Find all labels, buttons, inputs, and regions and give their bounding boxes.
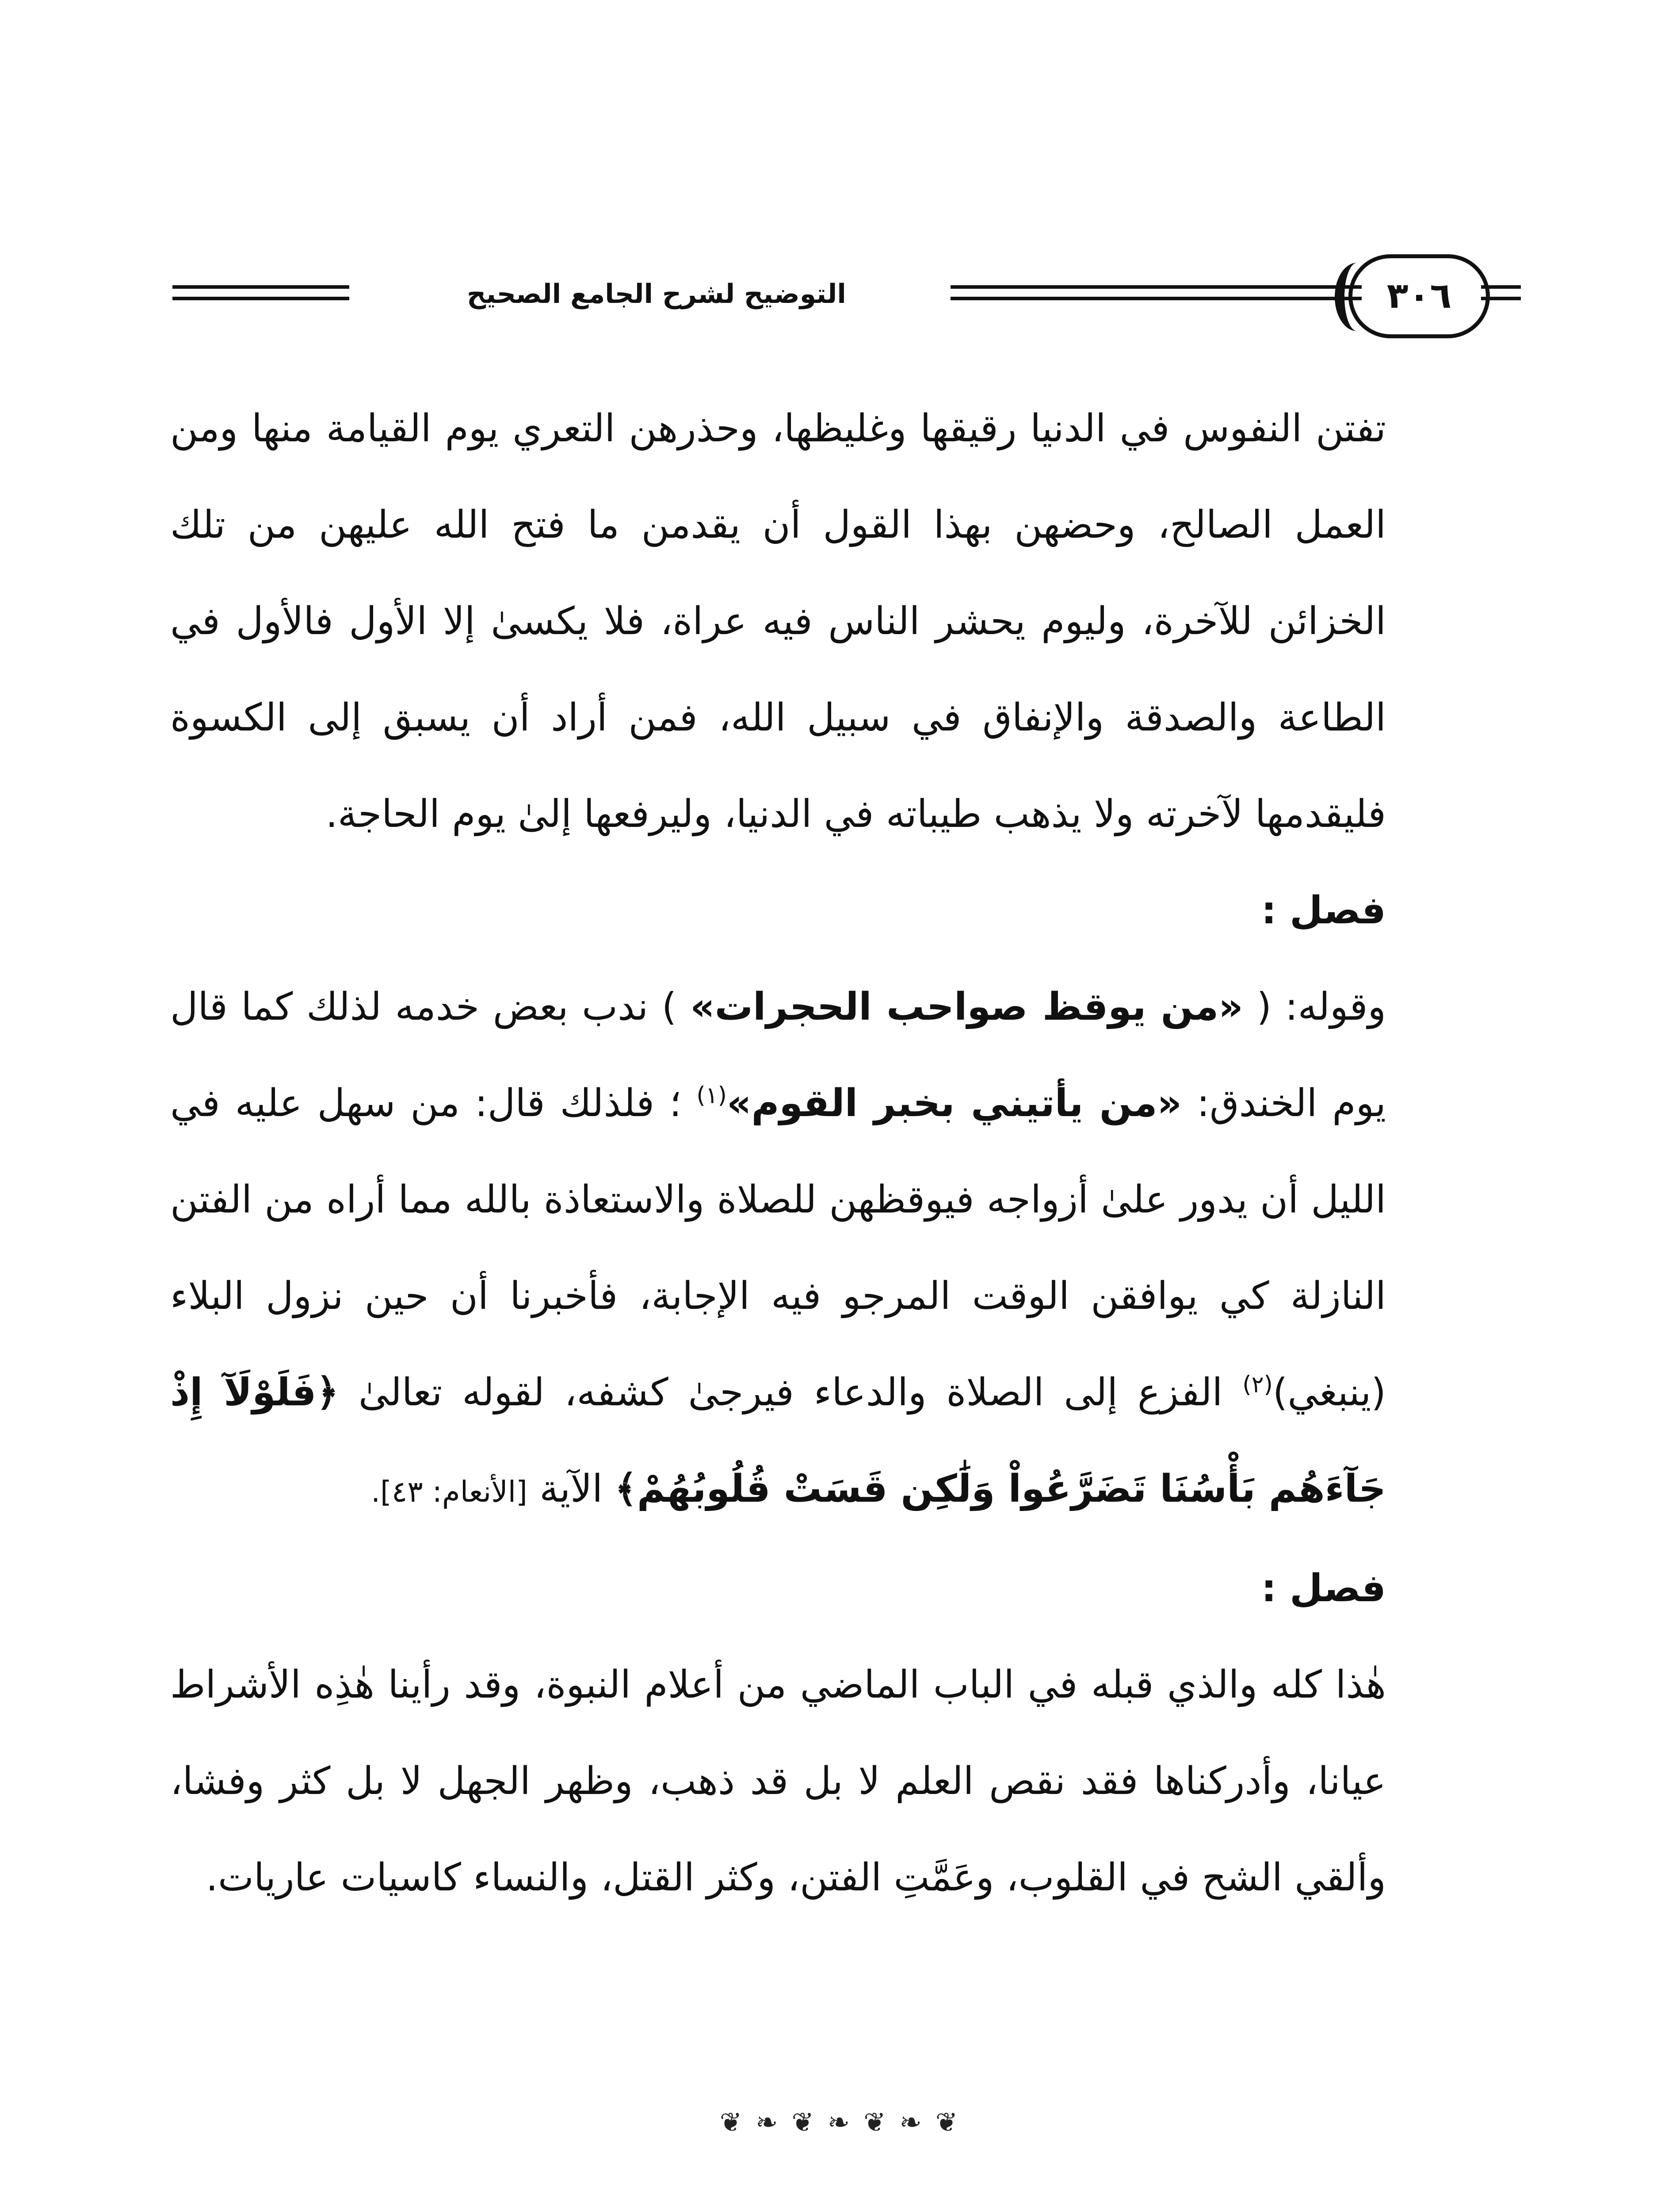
paragraph-2-end: الفزع إلى الصلاة والدعاء فيرجىٰ كشفه، لقوله تعالىٰ <box>358 1370 1223 1415</box>
verse-citation: [الأنعام: ٤٣]. <box>371 1475 527 1509</box>
page-number-badge: ٣٠٦ <box>1348 254 1490 338</box>
verse-aya-label: الآية <box>539 1467 603 1511</box>
quran-verse: ﴿فَلَوْلَآ إِذْ جَآءَهُم بَأْسُنَا تَضَرَّعُواْ وَلَٰكِن قَسَتْ قُلُوبُهُمْ﴾ <box>170 1370 1386 1511</box>
header-rule-middle <box>951 285 1362 289</box>
paragraph-3: هٰذا كله والذي قبله في الباب الماضي من أعلام النبوة، وقد رأينا هٰذِه الأشراط عيانا، وأدركناها فقد نقص العلم لا بل قد ذهب، وظهر الجهل لا بل كثر وفشا، وألقي الشح في القلوب، وعَمَّتِ الفتن، وكثر القتل، والنساء كاسيات عاريات. <box>170 1663 1386 1900</box>
hadith-quote-2: «من يأتيني بخبر القوم» <box>726 1081 1182 1125</box>
running-title: التوضيح لشرح الجامع الصحيح <box>467 279 846 310</box>
section-heading-2: فصل : <box>1261 1566 1386 1610</box>
footnote-ref-2: (٢) <box>1242 1371 1273 1398</box>
paragraph-2-continuation: ؛ فلذلك قال: من سهل عليه في الليل أن يدور علىٰ أزواجه فيوقظهن للصلاة والاستعاذة بالله مما أراه من الفتن النازلة كي يوافقن الوقت المرجو فيه الإجابة، فأخبرنا أن حين نزول البلاء (ينبغي) <box>170 1081 1386 1415</box>
header-rule-left <box>172 285 349 289</box>
main-text <box>170 380 1386 1926</box>
footnote-ref-1: (١) <box>696 1082 727 1109</box>
header-rule-right <box>1481 285 1521 289</box>
paragraph-2 <box>170 959 1386 1540</box>
ornament-divider: ❦ ❧ ❦ ❧ ❦ ❧ ❦ <box>719 2107 961 2138</box>
paragraph-2-intro: وقوله: ( <box>1256 985 1386 1029</box>
section-heading-1: فصل : <box>1261 888 1386 933</box>
paragraph-2-mid: ) ندب بعض خدمه لذلك كما قال يوم الخندق: <box>170 985 1386 1125</box>
paragraph-1: تفتن النفوس في الدنيا رقيقها وغليظها، وحذرهن التعري يوم القيامة منها ومن العمل الصالح، وحضهن بهذا القول أن يقدمن ما فتح الله عليهن من تلك الخزائن للآخرة، وليوم يحشر الناس فيه عراة، فلا يكسىٰ إلا الأول فالأول في الطاعة والصدقة والإنفاق في سبيل الله، فمن أراد أن يسبق إلى الكسوة فليقدمها لآخرته ولا يذهب طيباته في الدنيا، وليرفعها إلىٰ يوم الحاجة. <box>170 406 1386 836</box>
page-header <box>172 254 1521 343</box>
hadith-quote-1: «من يوقظ صواحب الحجرات» <box>690 985 1243 1029</box>
